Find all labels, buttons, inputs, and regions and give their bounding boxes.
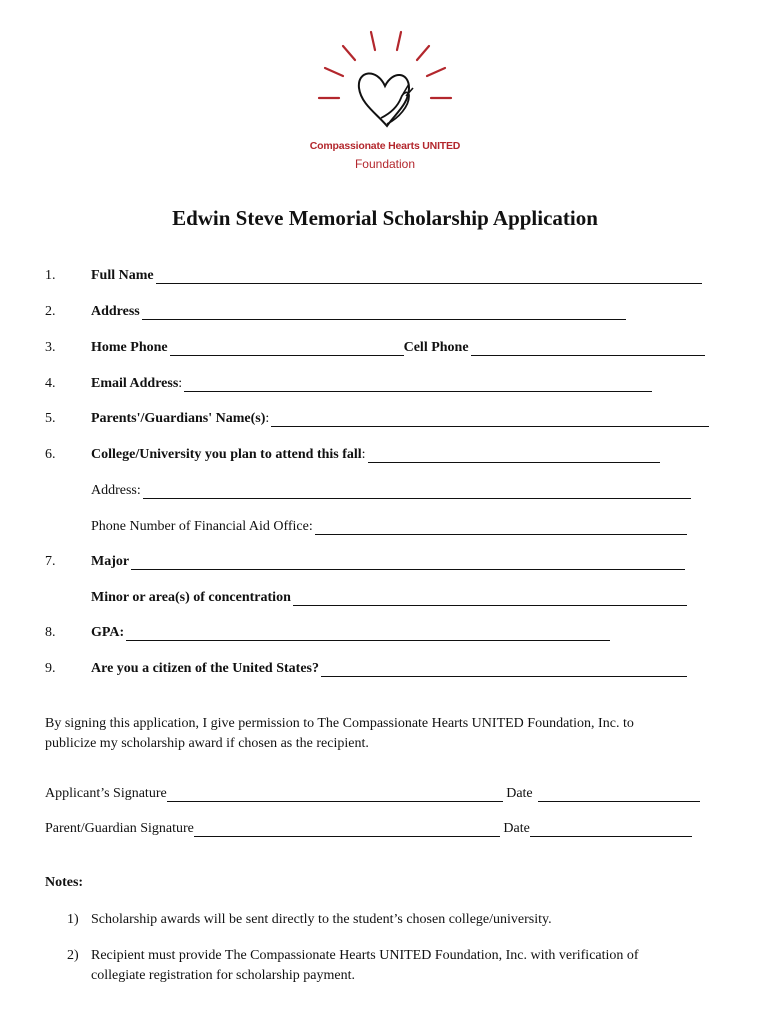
- applicant-signature-row: [45, 786, 700, 802]
- college-label: College/University you plan to attend this fall: [91, 447, 362, 462]
- applicant-signature-label: Applicant’s Signature: [45, 786, 167, 801]
- applicant-date-label: Date: [502, 786, 537, 801]
- guardian-signature-label: Parent/Guardian Signature: [45, 821, 194, 836]
- citizen-field[interactable]: [321, 662, 687, 677]
- note-text: Scholarship awards will be sent directly to the student’s chosen college/university.: [91, 912, 552, 927]
- guardian-signature-row: [45, 821, 692, 837]
- full-name-field[interactable]: [156, 269, 702, 284]
- guardian-date-field[interactable]: [530, 822, 692, 837]
- minor-field[interactable]: [293, 591, 687, 606]
- item-number: 6.: [45, 447, 56, 462]
- college-field[interactable]: [368, 448, 660, 463]
- permission-statement: By signing this application, I give permission to The Compassionate Hearts UNITED Foundation, Inc. to publicize my scholarship award if chosen as the recipient.: [45, 716, 634, 751]
- cell-phone-field[interactable]: [471, 341, 705, 356]
- full-name-label: Full Name: [91, 268, 154, 283]
- college-address-label: Address:: [91, 483, 141, 498]
- heart-in-hand-icon: [305, 28, 465, 143]
- item-number: 8.: [45, 625, 56, 640]
- home-phone-field[interactable]: [170, 341, 404, 356]
- minor-label: Minor or area(s) of concentration: [91, 590, 291, 605]
- gpa-field[interactable]: [126, 626, 610, 641]
- logo-text-line1: Compassionate Hearts UNITED: [309, 140, 461, 152]
- guardians-field[interactable]: [271, 412, 709, 427]
- notes-heading: Notes:: [45, 875, 84, 890]
- applicant-signature-field[interactable]: [167, 787, 503, 802]
- note-number: 1): [67, 912, 79, 927]
- item-number: 9.: [45, 661, 56, 676]
- major-field[interactable]: [131, 555, 685, 570]
- guardians-label-colon: :: [265, 411, 270, 426]
- college-label-colon: :: [361, 447, 366, 462]
- financial-aid-phone-label: Phone Number of Financial Aid Office:: [91, 519, 313, 534]
- guardians-label: Parents'/Guardians' Name(s): [91, 411, 266, 426]
- item-number: 5.: [45, 411, 56, 426]
- item-number: 3.: [45, 340, 56, 355]
- college-address-field[interactable]: [143, 484, 691, 499]
- item-number: 2.: [45, 304, 56, 319]
- citizen-label: Are you a citizen of the United States?: [91, 661, 319, 676]
- email-label-colon: :: [178, 376, 183, 391]
- email-field[interactable]: [184, 377, 652, 392]
- item-number: 7.: [45, 554, 56, 569]
- gpa-label: GPA:: [91, 625, 125, 640]
- email-label: Email Address: [91, 376, 179, 391]
- logo-text-line2: Foundation: [354, 157, 416, 171]
- page-title: Edwin Steve Memorial Scholarship Application: [172, 206, 598, 230]
- applicant-date-field[interactable]: [538, 787, 700, 802]
- note-text: Recipient must provide The Compassionate Hearts UNITED Foundation, Inc. with verification of collegiate registration for scholarship payment.: [91, 948, 639, 983]
- financial-aid-phone-field[interactable]: [315, 520, 687, 535]
- note-number: 2): [67, 948, 79, 963]
- cell-phone-label: Cell Phone: [403, 340, 469, 355]
- address-label: Address: [91, 304, 140, 319]
- item-number: 1.: [45, 268, 56, 283]
- guardian-date-label: Date: [499, 821, 530, 836]
- foundation-logo: [305, 28, 465, 178]
- home-phone-label: Home Phone: [91, 340, 168, 355]
- guardian-signature-field[interactable]: [194, 822, 500, 837]
- item-number: 4.: [45, 376, 56, 391]
- address-field[interactable]: [142, 305, 626, 320]
- major-label: Major: [91, 554, 130, 569]
